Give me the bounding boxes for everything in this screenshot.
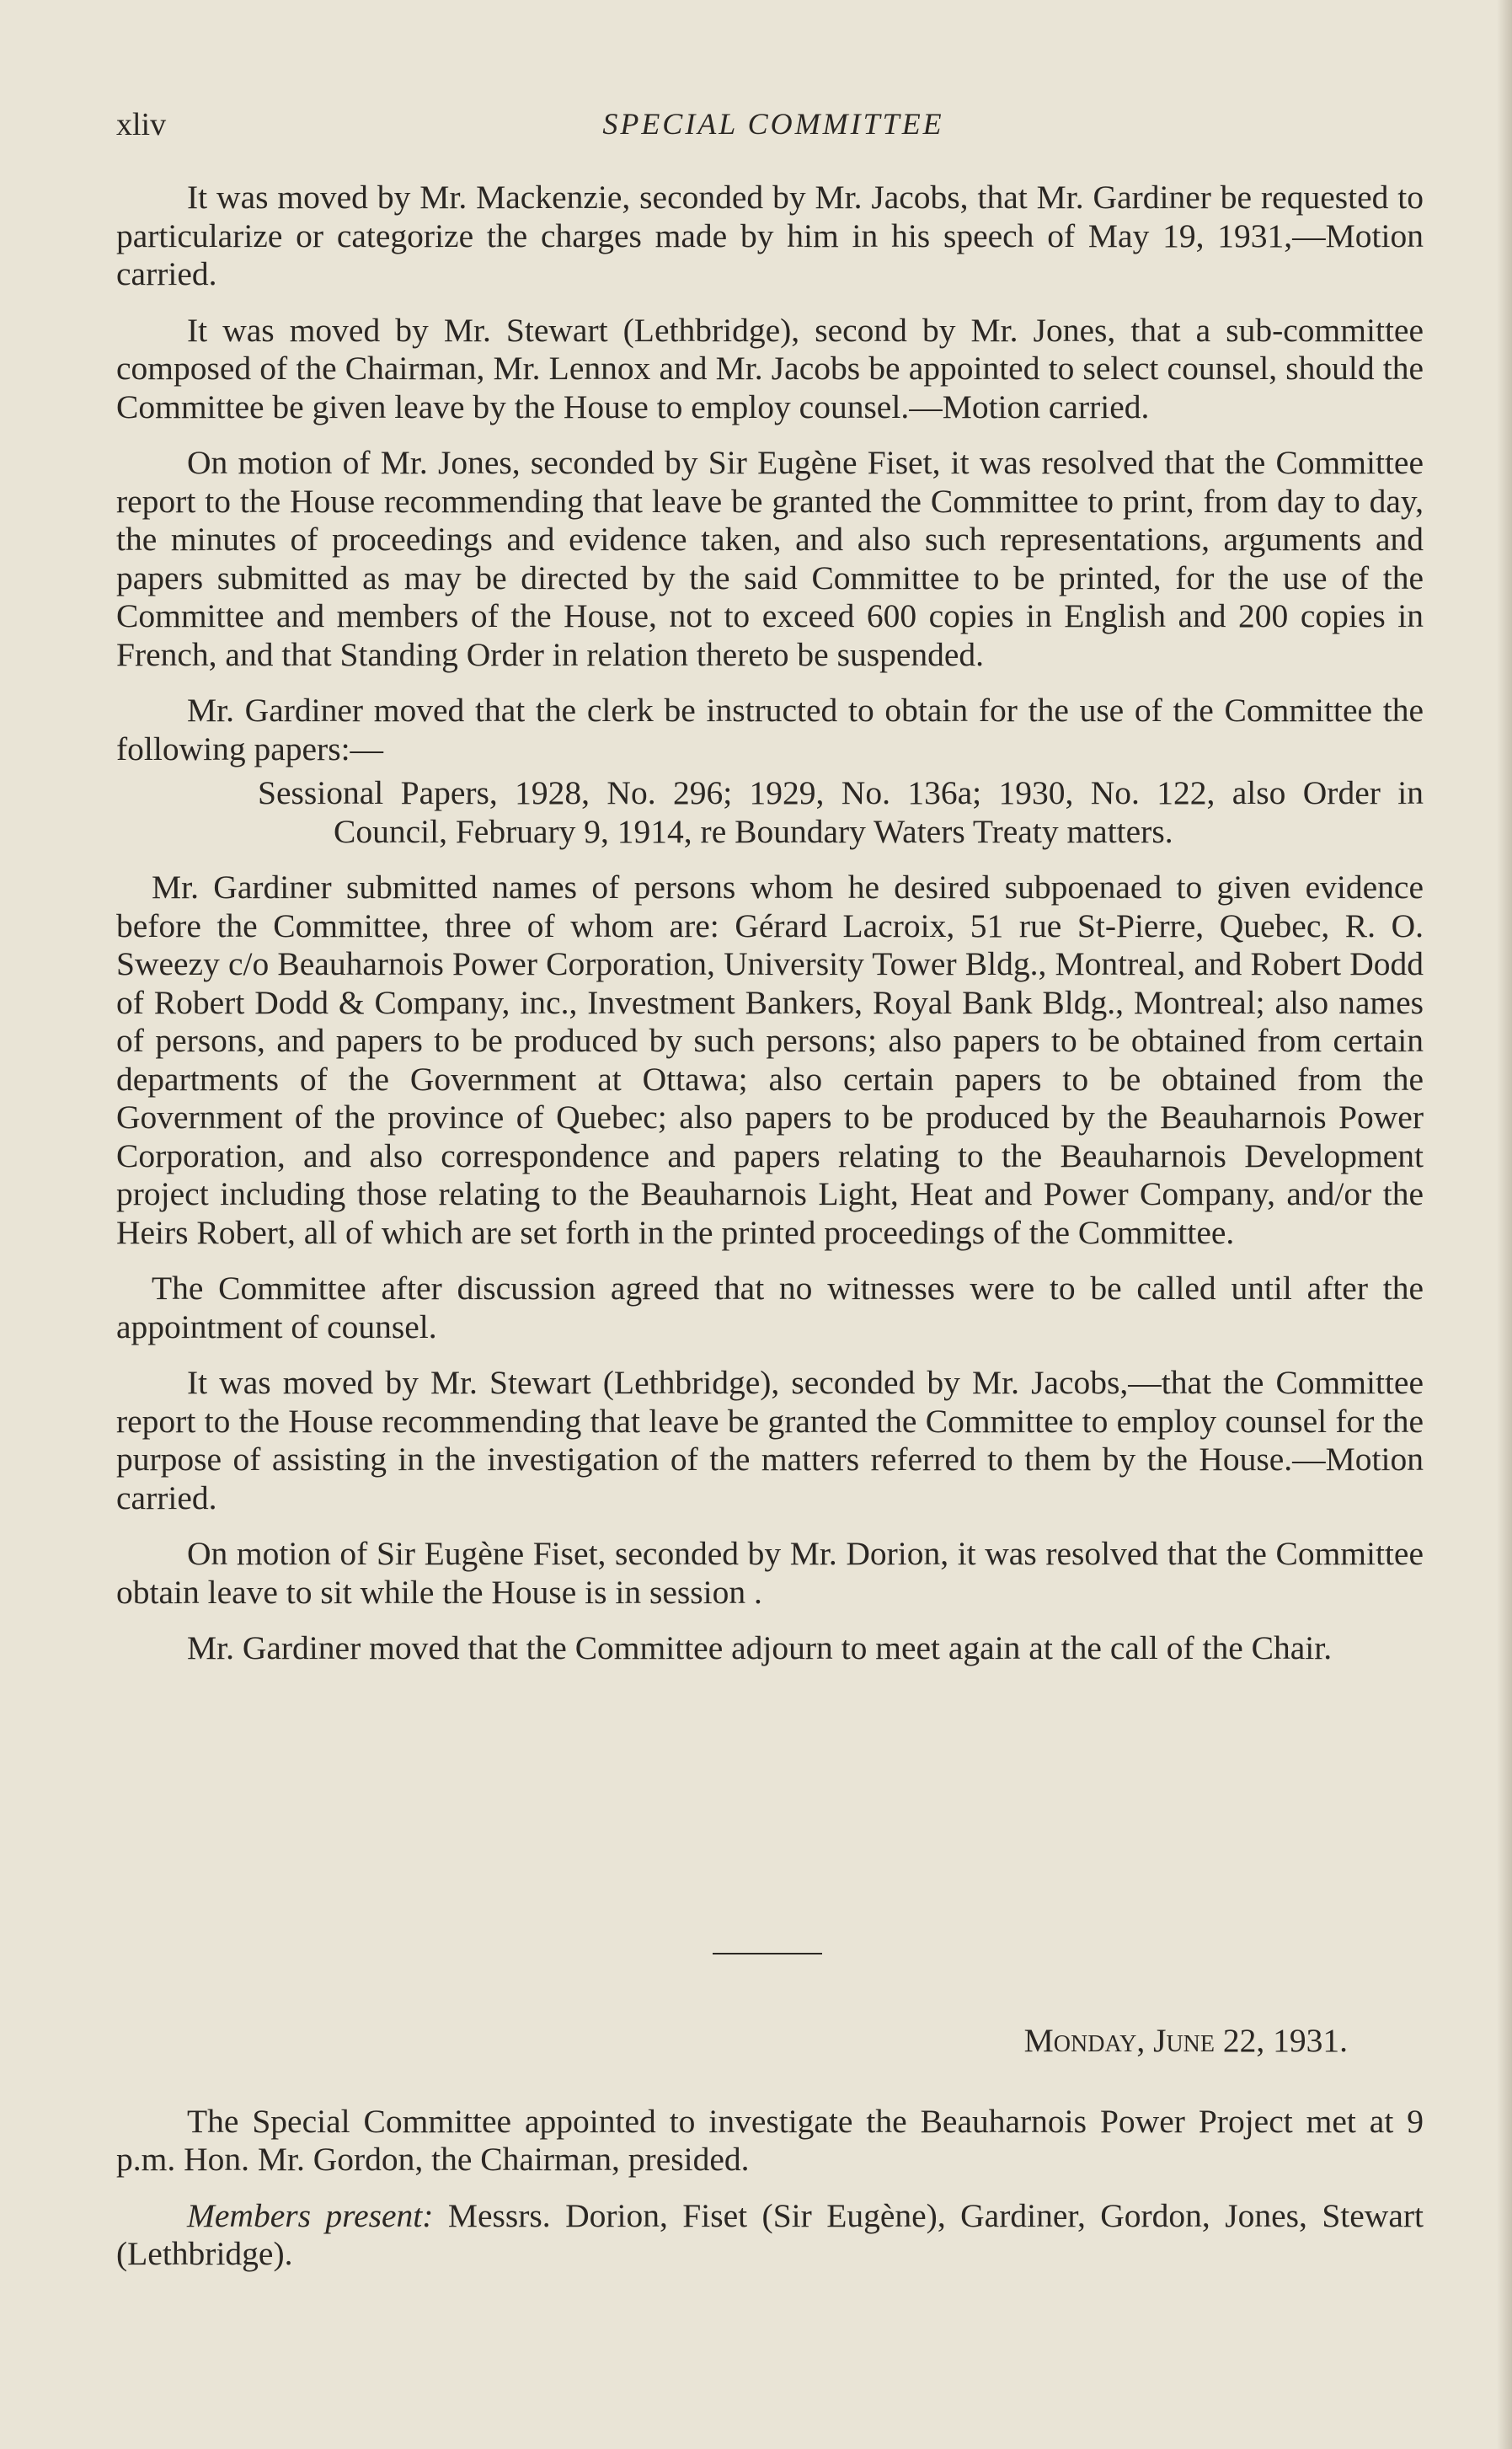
meeting-section — [116, 2022, 1424, 2291]
running-head — [116, 99, 1430, 150]
page-number: xliv — [116, 107, 167, 142]
paragraph-papers-request: Mr. Gardiner moved that the clerk be instructed to obtain for the use of the Committee the following papers:— — [116, 692, 1424, 767]
paragraph-motion-subcommittee: It was moved by Mr. Stewart (Lethbridge), second by Mr. Jones, that a sub-committee composed of the Chairman, Mr. Lennox and Mr. Jacobs be appointed to select counsel, should the Committee be given leave by the House to employ counsel.—Motion carried. — [116, 311, 1424, 425]
paragraph-motion-leave-to-sit: On motion of Sir Eugène Fiset, seconded by Mr. Dorion, it was resolved that the Committee obtain leave to sit while the House is in session . — [116, 1535, 1424, 1611]
paragraph-motion-particularize: It was moved by Mr. Mackenzie, seconded by Mr. Jacobs, that Mr. Gardiner be requested to particularize or categorize the charges made by him in his speech of May 19, 1931,—Motion carried. — [116, 179, 1424, 292]
meeting-intro: The Special Committee appointed to investigate the Beauharnois Power Project met at 9 p.m. Hon. Mr. Gordon, the Chairman, presided. — [116, 2102, 1424, 2178]
minutes-body — [116, 179, 1424, 1686]
section-divider — [713, 1953, 822, 1954]
members-present-list: Messrs. Dorion, Fiset (Sir Eugène), Gardiner, Gordon, Jones, Stewart (Lethbridge). — [116, 2196, 1424, 2272]
page-edge-shadow — [1497, 0, 1512, 2449]
paragraph-witness-decision: The Committee after discussion agreed that no witnesses were to be called until after the appointment of counsel. — [116, 1270, 1424, 1345]
running-title: SPECIAL COMMITTEE — [602, 107, 944, 141]
paragraph-motion-counsel: It was moved by Mr. Stewart (Lethbridge), seconded by Mr. Jacobs,—that the Committee report to the House recommending that leave be granted the Committee to employ counsel for the purpose of assisting in the investigation of the matters referred to them by the House.—Motion carried. — [116, 1364, 1424, 1516]
members-present — [116, 2197, 1424, 2274]
paragraph-sessional-papers: Sessional Papers, 1928, No. 296; 1929, No. 136a; 1930, No. 122, also Order in Council, February 9, 1914, re Boundary Waters Treaty matters. — [258, 774, 1424, 850]
meeting-date: Monday, June 22, 1931. — [1023, 2022, 1348, 2059]
paragraph-motion-printing: On motion of Mr. Jones, seconded by Sir Eugène Fiset, it was resolved that the Committee report to the House recommending that leave be granted the Committee to print, from day to day, the minutes of proceedings and evidence taken, and also such representations, arguments and papers submitted as may be directed by the said Committee to be printed, for the use of the Committee and members of the House, not to exceed 600 copies in English and 200 copies in French, and that Standing Order in relation thereto be suspended. — [116, 444, 1424, 673]
paragraph-adjourn: Mr. Gardiner moved that the Committee adjourn to meet again at the call of the Chair. — [187, 1629, 1333, 1666]
members-present-label: Members present: — [187, 2196, 434, 2234]
paragraph-witness-names: Mr. Gardiner submitted names of persons whom he desired subpoenaed to given evidence before the Committee, three of whom are: Gérard Lacroix, 51 rue St-Pierre, Quebec, R. O. Sweezy c/o Beauharnois Power Corporation, University Tower Bldg., Montreal, and Robert Dodd of Robert Dodd & Company, inc., Investment Bankers, Royal Bank Bldg., Montreal; also names of persons, and papers to be produced by such persons; also papers to be obtained from certain departments of the Government at Ottawa; also certain papers to be obtained from the Government of the province of Quebec; also papers to be produced by the Beauharnois Power Corporation, and also correspondence and papers relating to the Beauharnois Development project including those relating to the Beauharnois Light, Heat and Power Company, and/or the Heirs Robert, all of which are set forth in the printed proceedings of the Committee. — [116, 869, 1424, 1251]
